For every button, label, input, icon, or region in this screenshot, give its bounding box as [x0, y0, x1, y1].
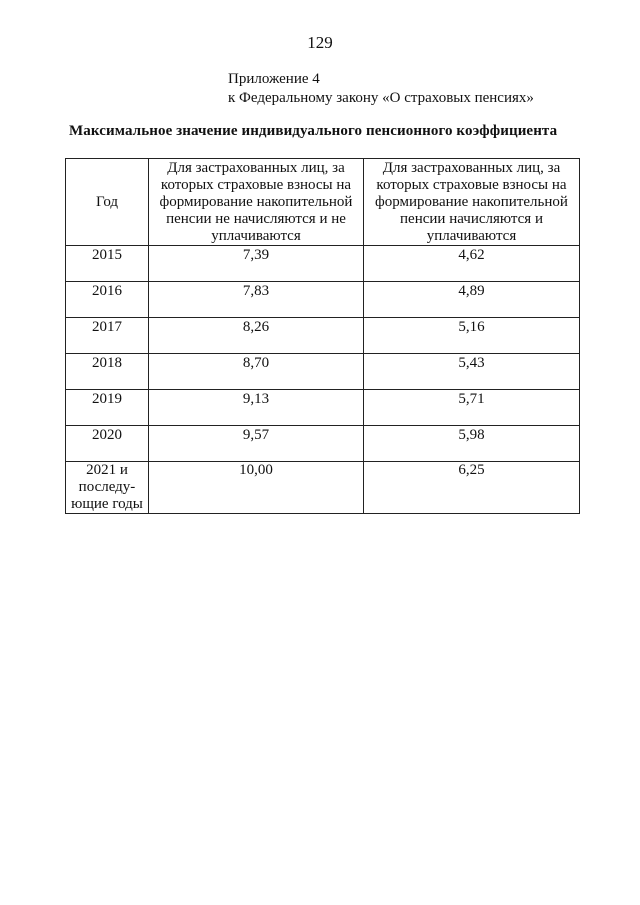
value-accrued-cell: 5,98: [364, 426, 580, 462]
value-accrued-cell: 4,62: [364, 246, 580, 282]
table-row: [66, 354, 580, 390]
header-contributions-not-accrued: Для застрахованных лиц, за которых страховые взносы на формирование накопительной пенсии не начисляются и не уплачиваются: [149, 159, 364, 246]
table-row: [66, 282, 580, 318]
table-header-row: [66, 159, 580, 246]
value-not-accrued-cell: 9,13: [149, 390, 364, 426]
value-not-accrued-cell: 7,39: [149, 246, 364, 282]
value-not-accrued-cell: 8,70: [149, 354, 364, 390]
document-title: Максимальное значение индивидуального пенсионного коэффициента: [69, 123, 558, 139]
appendix-law-reference: к Федеральному закону «О страховых пенсиях»: [228, 90, 534, 106]
table-row: [66, 318, 580, 354]
value-not-accrued-cell: 9,57: [149, 426, 364, 462]
year-cell: 2020: [66, 426, 149, 462]
coefficient-table: [65, 158, 580, 514]
value-accrued-cell: 5,16: [364, 318, 580, 354]
value-not-accrued-cell: 10,00: [149, 462, 364, 514]
header-contributions-accrued: Для застрахованных лиц, за которых страховые взносы на формирование накопительной пенсии начисляются и уплачиваются: [364, 159, 580, 246]
year-cell: 2017: [66, 318, 149, 354]
year-cell: 2016: [66, 282, 149, 318]
value-accrued-cell: 5,71: [364, 390, 580, 426]
table-row: [66, 462, 580, 514]
year-cell: 2015: [66, 246, 149, 282]
table-row: [66, 426, 580, 462]
value-accrued-cell: 6,25: [364, 462, 580, 514]
value-not-accrued-cell: 7,83: [149, 282, 364, 318]
appendix-reference: [228, 70, 534, 108]
appendix-number: Приложение 4: [228, 71, 320, 87]
page-number: 129: [307, 33, 333, 52]
year-cell: 2021 и последу- ющие годы: [66, 462, 149, 514]
header-year: Год: [66, 159, 149, 246]
value-accrued-cell: 5,43: [364, 354, 580, 390]
year-cell: 2018: [66, 354, 149, 390]
year-cell: 2019: [66, 390, 149, 426]
value-not-accrued-cell: 8,26: [149, 318, 364, 354]
table-row: [66, 390, 580, 426]
value-accrued-cell: 4,89: [364, 282, 580, 318]
table-row: [66, 246, 580, 282]
